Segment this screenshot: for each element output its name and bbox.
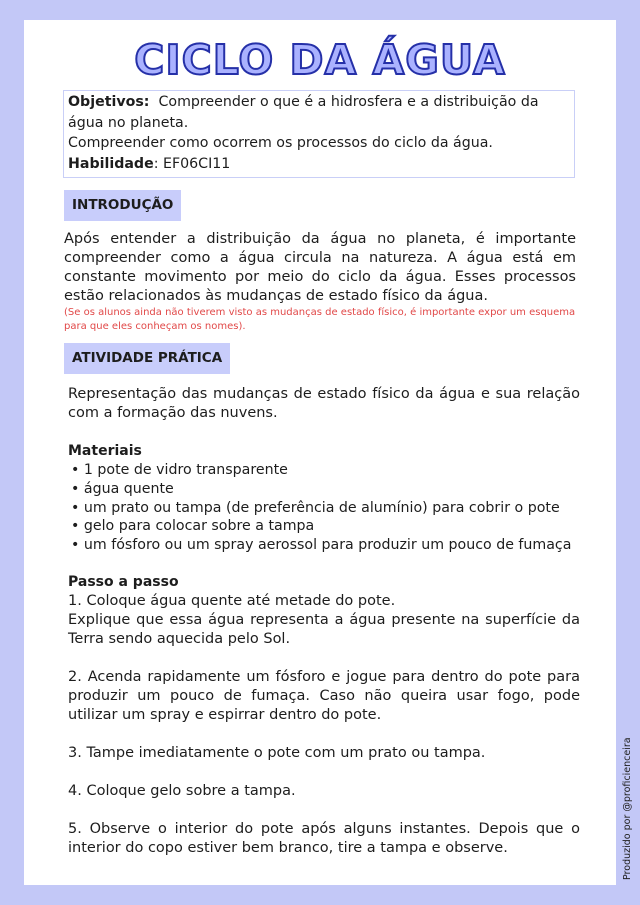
introduction-text: Após entender a distribuição da água no planeta, é importante compreender como a água circula na natureza. A água está em constante movimento por meio do ciclo da água. Esses processos estão relacionados às mudanças de estado físico da água. (64, 231, 576, 304)
objectives-label: Objetivos: (68, 94, 150, 110)
skill-label: Habilidade (68, 155, 154, 172)
materials-list (68, 461, 580, 555)
document-page (24, 20, 616, 885)
skill-value: : EF06CI11 (153, 155, 231, 172)
materials-item: • um fósforo ou um spray aerossol para produzir um pouco de fumaça (71, 537, 572, 554)
materials-item: • água quente (71, 480, 174, 497)
step-5: 5. Observe o interior do pote após alguns instantes. Depois que o interior do copo estiver bem branco, tire a tampa e observe. (68, 820, 580, 856)
activity-content (68, 385, 580, 858)
activity-description: Representação das mudanças de estado físico da água e sua relação com a formação das nuvens. (68, 386, 580, 421)
skill-line (68, 154, 568, 175)
step-3: 3. Tampe imediatamente o pote com um prato ou tampa. (68, 744, 486, 761)
objectives-box (63, 90, 575, 178)
step-1-explanation: Explique que essa água representa a água presente na superfície da Terra sendo aquecida pelo Sol. (68, 611, 580, 647)
credit-text: Produzido por @proficienceira (622, 737, 633, 880)
section-heading-activity: ATIVIDADE PRÁTICA (64, 343, 230, 374)
steps-title: Passo a passo (68, 573, 179, 590)
objectives-line-1 (68, 92, 568, 133)
materials-item: • gelo para colocar sobre a tampa (71, 518, 315, 535)
step-2: 2. Acenda rapidamente um fósforo e jogue para dentro do pote para produzir um pouco de fumaça. Caso não queira usar fogo, pode utilizar um spray e espirrar dentro do pote. (68, 668, 580, 723)
materials-title: Materiais (68, 443, 142, 459)
introduction-note: (Se os alunos ainda não tiverem visto as mudanças de estado físico, é importante expor um esquema para que eles conheçam os nomes). (64, 307, 576, 332)
objectives-text-2: Compreender como ocorrem os processos do ciclo da água. (68, 135, 493, 151)
materials-item: • um prato ou tampa (de preferência de alumínio) para cobrir o pote (71, 499, 560, 516)
step-1: 1. Coloque água quente até metade do pote. (68, 592, 396, 609)
section-heading-introduction: INTRODUÇÃO (64, 190, 181, 221)
steps-section (68, 573, 580, 858)
objectives-text-1: Compreender o que é a hidrosfera e a distribuição da água no planeta. (68, 94, 539, 131)
step-4: 4. Coloque gelo sobre a tampa. (68, 782, 296, 799)
page-title: CICLO DA ÁGUA (134, 36, 506, 84)
materials-item: • 1 pote de vidro transparente (71, 462, 288, 478)
